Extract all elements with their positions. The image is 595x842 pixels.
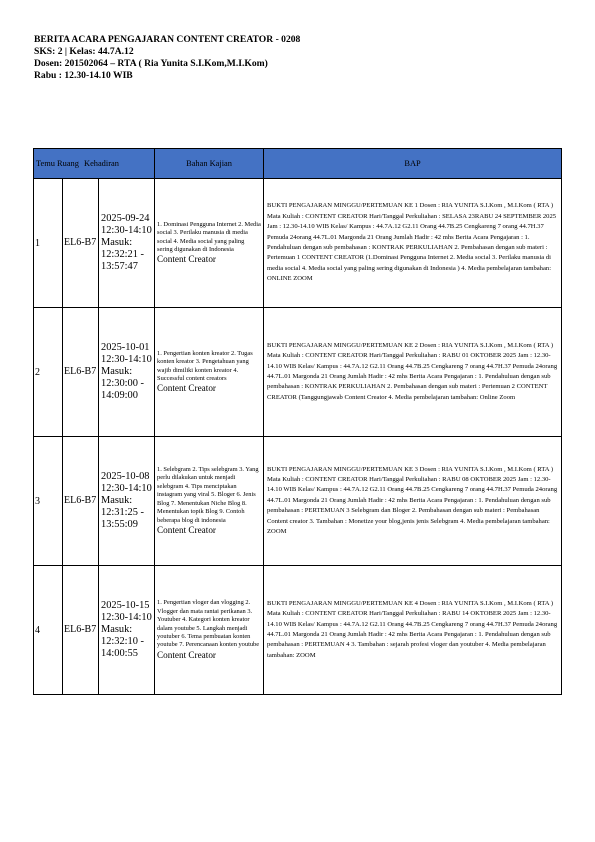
kehadiran-masuk: 12:31:25 - <box>101 507 145 518</box>
table-header-row <box>34 149 562 179</box>
cell-bahan-kajian <box>155 437 264 566</box>
kehadiran-status: Masuk: <box>101 495 133 506</box>
table-row <box>34 179 562 308</box>
header-bap: BAP <box>264 149 562 179</box>
cell-bap: BUKTI PENGAJARAN MINGGU/PERTEMUAN KE 4 Dosen : RIA YUNITA S.I.Kom , M.I.Kom ( RTA ) Mata Kuliah : CONTENT CREATOR Hari/Tanggal Perkuliahan : RABU 14 OKTOBER 2025 Jam : 12.30-14.10 WIB Kelas/ Kampus : 44.7A.12 G2.11 Orang 44.7B.25 Cengkareng 7 orang 44.7H.37 Pemuda 24orang 44.7L.01 Margonda 21 Orang Jumlah Hadir : 42 mhs Berita Acara Pengajaran : 1. Pendahuluan dengan sub pembahasan : PERTEMUAN 4 3. Tambahan : sejarah profesi vloger dan youtuber 4. Media pembelajaran tambahan: ZOOM <box>264 566 562 695</box>
kehadiran-tanggal: 2025-10-15 <box>101 600 150 611</box>
cell-kehadiran <box>99 308 155 437</box>
bahan-kajian-text: 1. Pengertian vloger dan vlogging 2. Vlogger dan mata rantai perikanan 3. Youtuber 4. Kategori konten kreator dalam youtube 5. Langkah menjadi youtuber 6. Tema pembuatan konten youtube 7. Perencanaan konten youtube <box>157 599 260 649</box>
kehadiran-masuk: 12:32:21 - <box>101 249 145 260</box>
cell-kehadiran <box>99 179 155 308</box>
cell-bap: BUKTI PENGAJARAN MINGGU/PERTEMUAN KE 3 Dosen : RIA YUNITA S.I.Kom , M.I.Kom ( RTA ) Mata Kuliah : CONTENT CREATOR Hari/Tanggal Perkuliahan : RABU 08 OKTOBER 2025 Jam : 12.30-14.10 WIB Kelas/ Kampus : 44.7A.12 G2.11 Orang 44.7B.25 Cengkareng 7 orang 44.7H.37 Pemuda 24orang 44.7L.01 Margonda 21 Orang Jumlah Hadir : 42 mhs Berita Acara Pengajaran : 1. Pendahuluan dengan sub pembahasan : PERTEMUAN 3 Selebgram dan Bloger 2. Pembahasan dengan sub materi : Pembahasan Content creator 3. Tambahan : Monetize your blog,jenis jenis Selebgram 4. Media pembelajaran tambahan: ZOOM <box>264 437 562 566</box>
jadwal-line: Rabu : 12.30-14.10 WIB <box>34 70 133 81</box>
kehadiran-keluar: 14:09:00 <box>101 390 138 401</box>
bahan-kajian-text: 1. Pengertian konten kreator 2. Tugas konten kreator 3. Pengetahuan yang wajib dimiliki konten kreator 4. Successful content creators <box>157 349 253 382</box>
cell-temu: 1 <box>34 179 63 308</box>
kehadiran-masuk: 12:32:10 - <box>101 636 145 647</box>
document-header <box>34 34 574 82</box>
kehadiran-jam: 12:30-14:10 <box>101 612 152 623</box>
cell-bap: BUKTI PENGAJARAN MINGGU/PERTEMUAN KE 2 Dosen : RIA YUNITA S.I.Kom , M.I.Kom ( RTA ) Mata Kuliah : CONTENT CREATOR Hari/Tanggal Perkuliahan : RABU 01 OKTOBER 2025 Jam : 12.30-14.10 WIB Kelas/ Kampus : 44.7A.12 G2.11 Orang 44.7B.25 Cengkareng 7 orang 44.7H.37 Pemuda 24orang 44.7L.01 Margonda 21 Orang Jumlah Hadir : 42 mhs Berita Acara Pengajaran : 1. Pendahuluan dengan sub pembahasan : KONTRAK PERKULIAHAN 2. Pembahasan dengan sub materi : Pertemuan 2 CONTENT CREATOR (Tanggungjawab Content Creator 4. Media pembelajaran tambahan: Online Zoom <box>264 308 562 437</box>
kehadiran-keluar: 13:57:47 <box>101 261 138 272</box>
cell-temu: 4 <box>34 566 63 695</box>
cell-bap: BUKTI PENGAJARAN MINGGU/PERTEMUAN KE 1 Dosen : RIA YUNITA S.I.Kom , M.I.Kom ( RTA ) Mata Kuliah : CONTENT CREATOR Hari/Tanggal Perkuliahan : SELASA 23RABU 24 SEPTEMBER 2025 Jam : 12.30-14.10 WIB Kelas/ Kampus : 44.7A.12 G2.11 Orang 44.7B.25 Cengkareng 7 orang 44.7H.37 Pemuda 24orang 44.7L.01 Margonda 21 Orang Jumlah Hadir : 42 mhs Berita Acara Pengajaran : 1. Pendahuluan dengan sub pembahasan : KONTRAK PERKULIAHAN 2. Pembahasan dengan sub materi : Pertemuan 1 CONTENT CREATOR (1.Dominasi Pengguna Internet 2. Media social 3. Perilaku manusia di media social 4. Media social yang paling sering digunakan di Indonesia ) 4. Media pembelajaran tambahan: ONLINE ZOOM <box>264 179 562 308</box>
kehadiran-masuk: 12:30:00 - <box>101 378 145 389</box>
kehadiran-status: Masuk: <box>101 237 133 248</box>
dosen-line: Dosen: 201502064 – RTA ( Ria Yunita S.I.Kom,M.I.Kom) <box>34 58 268 69</box>
bahan-kajian-judul: Content Creator <box>157 254 216 265</box>
kehadiran-status: Masuk: <box>101 366 133 377</box>
header-ruang: Ruang <box>57 159 79 168</box>
table-row <box>34 437 562 566</box>
bahan-kajian-judul: Content Creator <box>157 649 216 660</box>
cell-bahan-kajian <box>155 179 264 308</box>
header-bahan-kajian: Bahan Kajian <box>155 149 264 179</box>
kehadiran-jam: 12:30-14:10 <box>101 354 152 365</box>
cell-kehadiran <box>99 566 155 695</box>
cell-temu: 2 <box>34 308 63 437</box>
bahan-kajian-text: 1. Dominasi Pengguna Internet 2. Media social 3. Perilaku manusia di media social 4. Media social yang paling sering digunakan di Indonesia <box>157 220 261 253</box>
cell-ruang: EL6-B7 <box>63 566 99 695</box>
cell-temu: 3 <box>34 437 63 566</box>
bahan-kajian-text: 1. Selebgram 2. Tips selebgram 3. Yang perlu dilakukan untuk menjadi selebgram 4. Tips menciptakan instagram yang viral 5. Bloger 6. Jenis Blog 7. Menentukan Niche Blog 8. Menentukan topik Blog 9. Contoh beberapa blog di indonesia <box>157 466 259 524</box>
header-temu: Temu <box>36 159 55 168</box>
cell-bahan-kajian <box>155 566 264 695</box>
cell-ruang: EL6-B7 <box>63 437 99 566</box>
kehadiran-tanggal: 2025-10-01 <box>101 342 150 353</box>
header-temu-ruang-kehadiran <box>34 149 155 179</box>
kehadiran-jam: 12:30-14:10 <box>101 483 152 494</box>
kehadiran-keluar: 14:00:55 <box>101 648 138 659</box>
cell-kehadiran <box>99 437 155 566</box>
kehadiran-keluar: 13:55:09 <box>101 519 138 530</box>
bahan-kajian-judul: Content Creator <box>157 524 216 535</box>
document-title: BERITA ACARA PENGAJARAN CONTENT CREATOR - 0208 <box>34 34 301 45</box>
kehadiran-status: Masuk: <box>101 624 133 635</box>
cell-ruang: EL6-B7 <box>63 179 99 308</box>
bahan-kajian-judul: Content Creator <box>157 383 216 394</box>
table-row <box>34 566 562 695</box>
cell-bahan-kajian <box>155 308 264 437</box>
cell-ruang: EL6-B7 <box>63 308 99 437</box>
kehadiran-jam: 12:30-14:10 <box>101 225 152 236</box>
bap-table <box>33 148 562 695</box>
kehadiran-tanggal: 2025-10-08 <box>101 471 150 482</box>
header-kehadiran: Kehadiran <box>84 159 119 168</box>
kehadiran-tanggal: 2025-09-24 <box>101 213 150 224</box>
sks-kelas-line: SKS: 2 | Kelas: 44.7A.12 <box>34 46 134 57</box>
table-row <box>34 308 562 437</box>
